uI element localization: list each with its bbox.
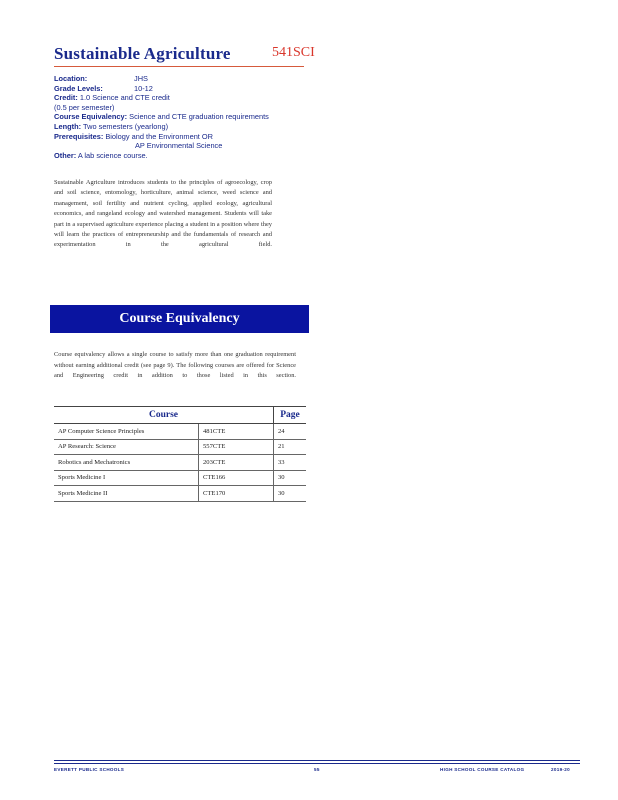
course-code-cell: CTE170 — [199, 486, 274, 502]
header-course: Course — [54, 407, 274, 424]
course-meta — [54, 74, 314, 160]
course-name-cell: Sports Medicine I — [54, 470, 199, 486]
course-page-cell: 30 — [274, 470, 307, 486]
table-row — [54, 424, 306, 440]
meta-grade-value: 10-12 — [134, 83, 153, 93]
course-page-cell: 30 — [274, 486, 307, 502]
meta-location-value: JHS — [134, 74, 148, 83]
course-page-cell: 24 — [274, 424, 307, 440]
meta-grade-label: Grade Levels: — [54, 83, 103, 93]
meta-length — [54, 122, 314, 132]
course-code-cell: 203CTE — [199, 455, 274, 471]
course-page-cell: 21 — [274, 439, 307, 455]
course-name-cell: AP Computer Science Principles — [54, 424, 199, 440]
footer-district: EVERETT PUBLIC SCHOOLS — [54, 767, 125, 772]
title-divider — [54, 66, 304, 67]
footer-rule-bottom — [54, 763, 580, 764]
meta-credit — [54, 93, 314, 103]
banner-title: Course Equivalency — [119, 311, 240, 326]
meta-prereq — [54, 132, 314, 142]
meta-prereq-label: Prerequisites: — [54, 131, 104, 141]
table-header-row — [54, 407, 306, 424]
course-page-cell: 33 — [274, 455, 307, 471]
course-name-cell: AP Research: Science — [54, 439, 199, 455]
course-description: Sustainable Agriculture introduces students to the principles of agroecology, crop and soil science, entomology, horticulture, animal science, weed science and management, soil fertility and nutrient cycling, applied ecology, agricultural economics, and rangeland ecology and watershed management. Students will take part in a supervised agriculture experience placing a student in a position where they will learn the practices of entrepreneurship and the fundamentals of research and experimentation in the agricultural field. — [54, 179, 272, 249]
meta-other-value: A lab science course. — [77, 150, 148, 160]
table-row — [54, 439, 306, 455]
course-code-cell: CTE166 — [199, 470, 274, 486]
meta-location — [54, 74, 314, 84]
course-name-cell: Robotics and Mechatronics — [54, 455, 199, 471]
course-code: 541SCI — [272, 45, 315, 60]
course-code-cell: 481CTE — [199, 424, 274, 440]
course-title: Sustainable Agriculture — [54, 44, 231, 63]
course-table — [54, 406, 306, 502]
footer-page-number: 55 — [314, 767, 320, 772]
meta-location-label: Location: — [54, 74, 88, 83]
meta-prereq-value: Biology and the Environment OR — [105, 131, 213, 141]
table-row — [54, 455, 306, 471]
meta-equivalency-value: Science and CTE graduation requirements — [129, 112, 269, 122]
footer-year: 2019-20 — [551, 767, 570, 772]
meta-length-value: Two semesters (yearlong) — [83, 121, 169, 131]
table-row — [54, 486, 306, 502]
meta-grade — [54, 84, 314, 94]
meta-equivalency-label: Course Equivalency: — [54, 112, 128, 122]
equivalency-banner — [50, 305, 309, 333]
meta-prereq-2: AP Environmental Science — [135, 141, 223, 151]
course-code-cell: 557CTE — [199, 439, 274, 455]
meta-credit-label: Credit: — [54, 93, 78, 103]
meta-equivalency — [54, 112, 314, 122]
footer-rule-top — [54, 760, 580, 761]
table-row — [54, 470, 306, 486]
equivalency-text: Course equivalency allows a single course to satisfy more than one graduation requirement without earning additional credit (see page 9). The following courses are offered for Science and Engineering credit in addition to those listed in this section. — [54, 351, 296, 380]
footer-catalog: HIGH SCHOOL COURSE CATALOG — [440, 767, 525, 772]
course-name-cell: Sports Medicine II — [54, 486, 199, 502]
meta-other-label: Other: — [54, 150, 77, 160]
header-page: Page — [274, 407, 307, 424]
meta-other — [54, 151, 314, 161]
meta-length-label: Length: — [54, 121, 82, 131]
meta-credit-note: (0.5 per semester) — [54, 102, 115, 112]
meta-credit-value: 1.0 Science and CTE credit — [79, 93, 170, 103]
